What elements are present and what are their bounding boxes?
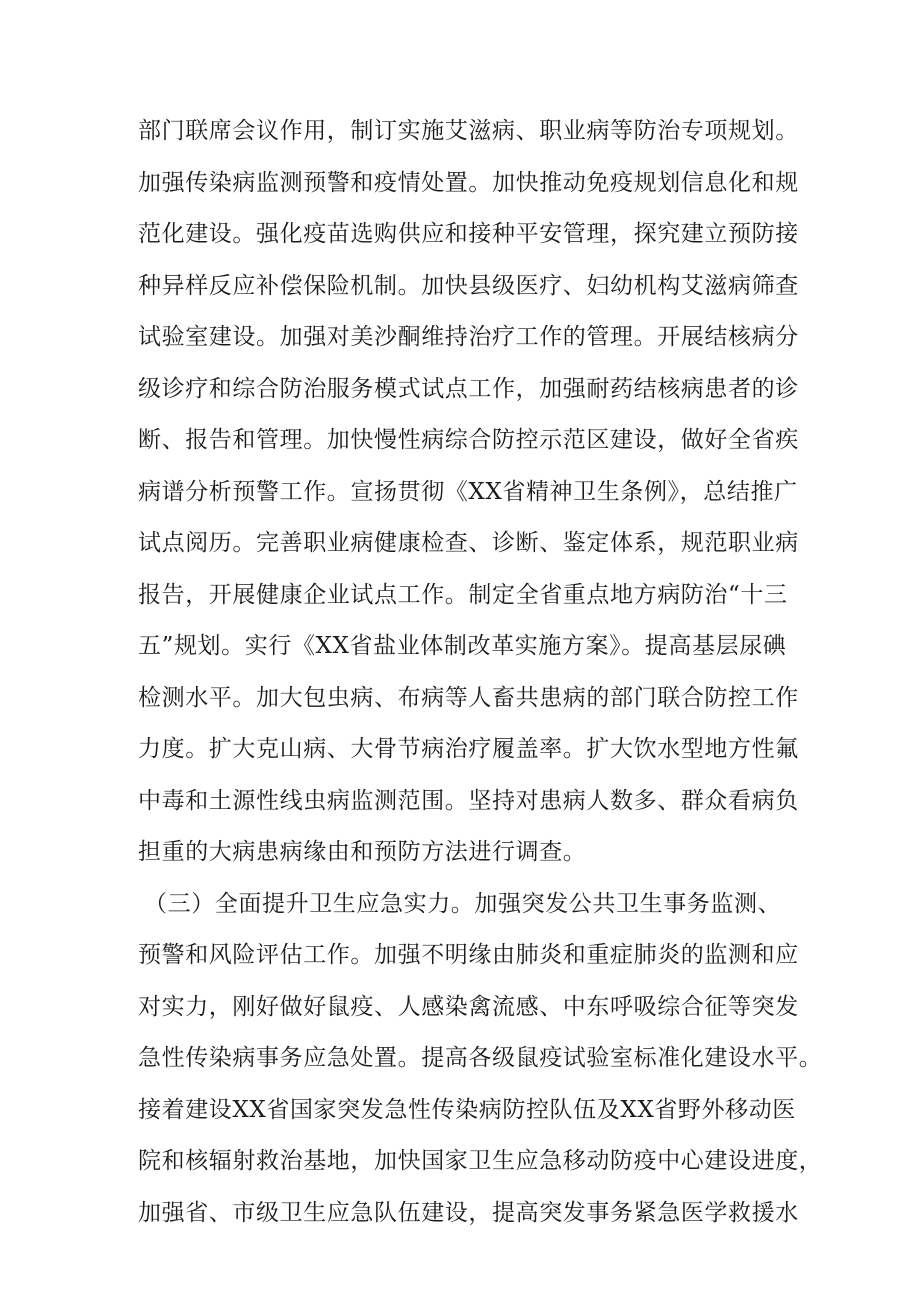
text-line: 范化建设。强化疫苗选购供应和接种平安管理，探究建立预防接 <box>138 221 799 247</box>
text-line: 院和核辐射救治基地，加快国家卫生应急移动防疫中心建设进度， <box>138 1148 823 1174</box>
text-line: 加强传染病监测预警和疫情处置。加快推动免疫规划信息化和规 <box>138 169 799 196</box>
text-line: 试点阅历。完善职业病健康检查、诊断、鉴定体系，规范职业病 <box>138 530 799 556</box>
body-text <box>138 106 823 1239</box>
text-line: 对实力，刚好做好鼠疫、人感染禽流感、中东呼吸综合征等突发 <box>138 993 799 1020</box>
text-line: 部门联席会议作用，制订实施艾滋病、职业病等防治专项规划。 <box>138 118 799 144</box>
section-heading-line: （三）全面提升卫生应急实力。加强突发公共卫生事务监测、 <box>144 890 782 917</box>
text-line: 断、报告和管理。加快慢性病综合防控示范区建设，做好全省疾 <box>138 427 799 453</box>
text-line: 力度。扩大克山病、大骨节病治疗履盖率。扩大饮水型地方性氟 <box>138 736 799 762</box>
text-line: 急性传染病事务应急处置。提高各级鼠疫试验室标准化建设水平。 <box>138 1045 823 1071</box>
text-line: 检测水平。加大包虫病、布病等人畜共患病的部门联合防控工作 <box>138 684 799 711</box>
text-line: 中毒和土源性线虫病监测范围。坚持对患病人数多、群众看病负 <box>138 787 799 814</box>
text-line: 级诊疗和综合防治服务模式试点工作，加强耐药结核病患者的诊 <box>138 375 799 402</box>
text-line: 种异样反应补偿保险机制。加快县级医疗、妇幼机构艾滋病筛查 <box>138 272 799 299</box>
text-line: 担重的大病患病缘由和预防方法进行调查。 <box>138 839 587 865</box>
text-line: 预警和风险评估工作。加强不明缘由肺炎和重症肺炎的监测和应 <box>138 942 799 968</box>
text-line: 加强省、市级卫生应急队伍建设，提高突发事务紧急医学救援水 <box>138 1199 799 1226</box>
text-line: 试验室建设。加强对美沙酮维持治疗工作的管理。开展结核病分 <box>138 324 799 350</box>
text-line: 报告，开展健康企业试点工作。制定全省重点地方病防治“十三 <box>138 581 788 608</box>
text-line: 接着建设XX省国家突发急性传染病防控队伍及XX省野外移动医 <box>138 1096 796 1123</box>
text-line: 病谱分析预警工作。宣扬贯彻《XX省精神卫生条例》，总结推广 <box>138 478 798 505</box>
text-line: 五”规划。实行《XX省盐业体制改革实施方案》。提高基层尿碘 <box>138 633 787 659</box>
